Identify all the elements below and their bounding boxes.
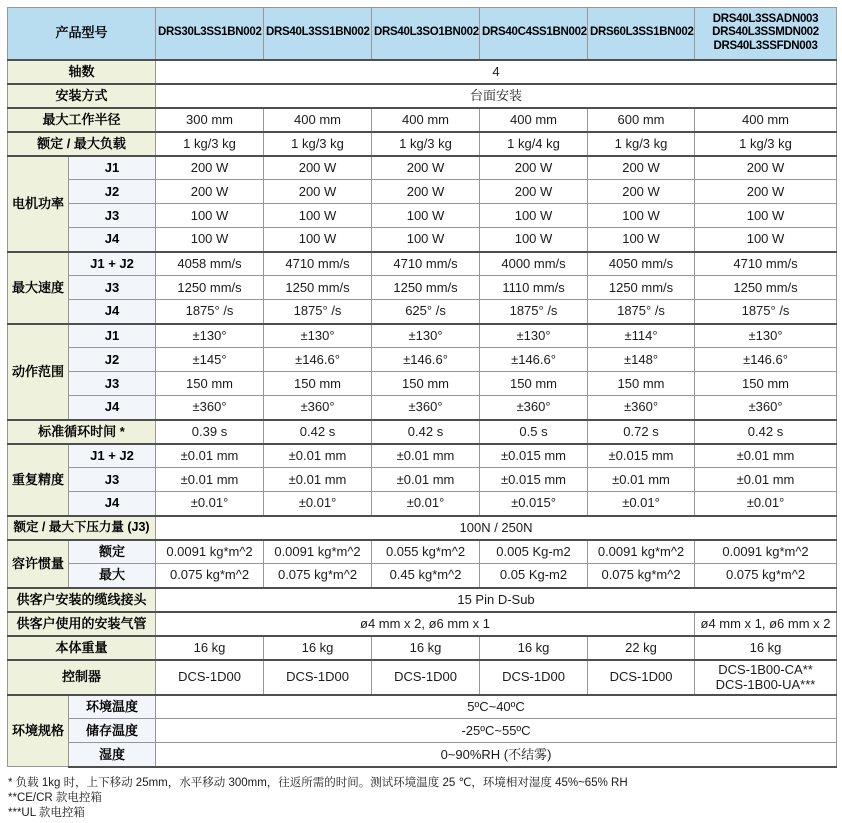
row-inertia-max bbox=[8, 564, 837, 588]
row-max-speed-j3 bbox=[8, 276, 837, 300]
value-cell: 150 mm bbox=[695, 372, 837, 396]
value-cell: 1 kg/3 kg bbox=[588, 132, 695, 156]
value-cell: 0.075 kg*m^2 bbox=[264, 564, 372, 588]
value-cell: 1250 mm/s bbox=[695, 276, 837, 300]
value-cell: ±146.6° bbox=[695, 348, 837, 372]
model-header-cell: DRS40C4SS1BN002 bbox=[480, 8, 588, 60]
controller-line: DCS-1B00-CA** bbox=[718, 661, 813, 677]
value-cell: ±360° bbox=[480, 396, 588, 420]
value-cell: ±0.015° bbox=[480, 492, 588, 516]
row-repeatability-j4 bbox=[8, 492, 837, 516]
value-cell: 1875° /s bbox=[264, 300, 372, 324]
value-cell: 0.45 kg*m^2 bbox=[372, 564, 480, 588]
value-cell: 100 W bbox=[588, 204, 695, 228]
row-label-press-force: 额定 / 最大下压力量 (J3) bbox=[8, 516, 156, 540]
controller-line: DCS-1B00-UA*** bbox=[715, 677, 816, 693]
row-motor-power-j2 bbox=[8, 180, 837, 204]
row-axes bbox=[8, 60, 837, 84]
value-cell: ±114° bbox=[588, 324, 695, 348]
value-cell: ±0.01 mm bbox=[372, 468, 480, 492]
joint-label: J4 bbox=[69, 228, 156, 252]
row-label-radius: 最大工作半径 bbox=[8, 108, 156, 132]
joint-label: J3 bbox=[69, 372, 156, 396]
group-label-environment: 环境规格 bbox=[8, 695, 69, 767]
value-cell: 4058 mm/s bbox=[156, 252, 264, 276]
value-cell: 100 W bbox=[264, 228, 372, 252]
value-cell: 100 W bbox=[480, 228, 588, 252]
model-name-line: DRS40L3SSFDN003 bbox=[713, 40, 818, 53]
row-max-speed-j4 bbox=[8, 300, 837, 324]
value-cell: 100 W bbox=[156, 228, 264, 252]
value-cell: 625° /s bbox=[372, 300, 480, 324]
row-label-mounting: 安装方式 bbox=[8, 84, 156, 108]
value-cell: 200 W bbox=[480, 156, 588, 180]
joint-label: J2 bbox=[69, 348, 156, 372]
value-cell: 0.5 s bbox=[480, 420, 588, 444]
value-cell: 0.005 Kg-m2 bbox=[480, 540, 588, 564]
row-inertia-rated bbox=[8, 540, 837, 564]
value-cell: 150 mm bbox=[156, 372, 264, 396]
value-cell: ±130° bbox=[264, 324, 372, 348]
controller-multi-cell bbox=[695, 660, 837, 695]
model-header-cell: DRS30L3SS1BN002 bbox=[156, 8, 264, 60]
value-cell: 200 W bbox=[588, 180, 695, 204]
value-cell: 0.0091 kg*m^2 bbox=[695, 540, 837, 564]
row-label-axes: 轴数 bbox=[8, 60, 156, 84]
value-cell: 100 W bbox=[480, 204, 588, 228]
value-cell: ±360° bbox=[695, 396, 837, 420]
value-cell: 16 kg bbox=[156, 636, 264, 660]
row-air-tubes bbox=[8, 612, 837, 636]
row-payload bbox=[8, 132, 837, 156]
model-header-cell: DRS40L3SO1BN002 bbox=[372, 8, 480, 60]
value-cell: ±360° bbox=[156, 396, 264, 420]
value-cell: 150 mm bbox=[372, 372, 480, 396]
value-cell: ±148° bbox=[588, 348, 695, 372]
model-header-cell-multi bbox=[695, 8, 837, 60]
value-cell: 200 W bbox=[156, 180, 264, 204]
row-label-controller: 控制器 bbox=[8, 660, 156, 695]
value-cell: ±0.01 mm bbox=[264, 444, 372, 468]
value-cell: 1875° /s bbox=[588, 300, 695, 324]
value-cell: 16 kg bbox=[480, 636, 588, 660]
value-cell: ±0.01 mm bbox=[588, 468, 695, 492]
row-label-cable-connector: 供客户安装的缆线接头 bbox=[8, 588, 156, 612]
value-cell: ±146.6° bbox=[480, 348, 588, 372]
value-cell: ±130° bbox=[156, 324, 264, 348]
value-cell: ±130° bbox=[695, 324, 837, 348]
inertia-sub-label: 额定 bbox=[69, 540, 156, 564]
value-cell: ±0.01° bbox=[372, 492, 480, 516]
row-controller bbox=[8, 660, 837, 695]
value-cell: 1250 mm/s bbox=[264, 276, 372, 300]
joint-label: J1 + J2 bbox=[69, 444, 156, 468]
value-cell: 200 W bbox=[156, 156, 264, 180]
value-cell: 200 W bbox=[372, 180, 480, 204]
value-cell: 0.42 s bbox=[264, 420, 372, 444]
value-cell: DCS-1D00 bbox=[372, 660, 480, 695]
value-cell: 400 mm bbox=[264, 108, 372, 132]
group-label-inertia: 容许惯量 bbox=[8, 540, 69, 588]
row-motor-power-j3 bbox=[8, 204, 837, 228]
value-cell: 0.055 kg*m^2 bbox=[372, 540, 480, 564]
value-cell: 0.075 kg*m^2 bbox=[695, 564, 837, 588]
joint-label: J4 bbox=[69, 492, 156, 516]
value-cell: 200 W bbox=[695, 180, 837, 204]
value-cell: -25ºC~55ºC bbox=[156, 719, 837, 743]
joint-label: J1 bbox=[69, 156, 156, 180]
value-cell: 100 W bbox=[372, 204, 480, 228]
value-cell: 200 W bbox=[372, 156, 480, 180]
value-cell: ±0.015 mm bbox=[480, 444, 588, 468]
value-cell: 400 mm bbox=[372, 108, 480, 132]
row-env-humidity bbox=[8, 743, 837, 767]
value-cell: 1 kg/3 kg bbox=[372, 132, 480, 156]
value-cell: 4710 mm/s bbox=[372, 252, 480, 276]
value-cell: 台面安装 bbox=[156, 84, 837, 108]
value-cell: 4050 mm/s bbox=[588, 252, 695, 276]
value-cell: ±0.01 mm bbox=[372, 444, 480, 468]
model-header-cell: DRS60L3SS1BN002 bbox=[588, 8, 695, 60]
value-cell: ±145° bbox=[156, 348, 264, 372]
row-cycle-time bbox=[8, 420, 837, 444]
value-cell: 1875° /s bbox=[695, 300, 837, 324]
footnote-line: ***UL 款电控箱 bbox=[8, 807, 85, 820]
value-cell: ±360° bbox=[588, 396, 695, 420]
row-press-force bbox=[8, 516, 837, 540]
joint-label: J4 bbox=[69, 396, 156, 420]
value-cell: 200 W bbox=[588, 156, 695, 180]
value-cell: 1 kg/4 kg bbox=[480, 132, 588, 156]
row-motion-range-j1 bbox=[8, 324, 837, 348]
row-repeatability-j1j2 bbox=[8, 444, 837, 468]
value-cell: 1250 mm/s bbox=[588, 276, 695, 300]
joint-label: J4 bbox=[69, 300, 156, 324]
value-cell: ±130° bbox=[372, 324, 480, 348]
value-cell: ø4 mm x 1, ø6 mm x 2 bbox=[695, 612, 837, 636]
value-cell: DCS-1D00 bbox=[156, 660, 264, 695]
value-cell: 1 kg/3 kg bbox=[264, 132, 372, 156]
value-cell: 1875° /s bbox=[156, 300, 264, 324]
value-cell: 4000 mm/s bbox=[480, 252, 588, 276]
value-cell: 1 kg/3 kg bbox=[156, 132, 264, 156]
value-cell: 400 mm bbox=[480, 108, 588, 132]
value-cell: ±0.01° bbox=[588, 492, 695, 516]
value-cell: 400 mm bbox=[695, 108, 837, 132]
value-cell: 16 kg bbox=[695, 636, 837, 660]
joint-label: J1 + J2 bbox=[69, 252, 156, 276]
model-name-line: DRS40L3SSADN003 bbox=[712, 12, 819, 25]
value-cell: ±0.01 mm bbox=[264, 468, 372, 492]
value-cell: 150 mm bbox=[264, 372, 372, 396]
row-label-payload: 额定 / 最大负载 bbox=[8, 132, 156, 156]
value-cell: 100 W bbox=[695, 228, 837, 252]
row-motion-range-j4 bbox=[8, 396, 837, 420]
value-cell: 0.075 kg*m^2 bbox=[156, 564, 264, 588]
group-label-motion-range: 动作范围 bbox=[8, 324, 69, 420]
value-cell: 100N / 250N bbox=[156, 516, 837, 540]
value-cell: 0~90%RH (不结雾) bbox=[156, 743, 837, 767]
row-label-body-weight: 本体重量 bbox=[8, 636, 156, 660]
row-motor-power-j4 bbox=[8, 228, 837, 252]
value-cell: 0.05 Kg-m2 bbox=[480, 564, 588, 588]
value-cell: 0.075 kg*m^2 bbox=[588, 564, 695, 588]
value-cell: 200 W bbox=[695, 156, 837, 180]
value-cell: ±0.015 mm bbox=[588, 444, 695, 468]
value-cell: 1250 mm/s bbox=[372, 276, 480, 300]
value-cell: ±0.01 mm bbox=[695, 444, 837, 468]
row-env-storage-temp bbox=[8, 719, 837, 743]
row-repeatability-j3 bbox=[8, 468, 837, 492]
row-radius bbox=[8, 108, 837, 132]
value-cell: 100 W bbox=[264, 204, 372, 228]
value-cell: 100 W bbox=[695, 204, 837, 228]
model-name-line: DRS40L3SSMDN002 bbox=[712, 26, 819, 39]
footnote-line: **CE/CR 款电控箱 bbox=[8, 791, 102, 804]
value-cell: 1110 mm/s bbox=[480, 276, 588, 300]
value-cell: ±0.01° bbox=[695, 492, 837, 516]
value-cell: ±0.01 mm bbox=[156, 444, 264, 468]
product-model-label: 产品型号 bbox=[8, 8, 156, 60]
value-cell: 100 W bbox=[372, 228, 480, 252]
row-label-cycle-time: 标准循环时间 * bbox=[8, 420, 156, 444]
env-sub-label: 储存温度 bbox=[69, 719, 156, 743]
value-cell: DCS-1D00 bbox=[480, 660, 588, 695]
joint-label: J2 bbox=[69, 180, 156, 204]
row-motor-power-j1 bbox=[8, 156, 837, 180]
value-cell: 0.42 s bbox=[695, 420, 837, 444]
spec-table bbox=[7, 7, 837, 768]
value-cell: ±0.015 mm bbox=[480, 468, 588, 492]
row-mounting bbox=[8, 84, 837, 108]
value-cell: 1250 mm/s bbox=[156, 276, 264, 300]
row-product-models bbox=[8, 8, 837, 60]
value-cell: ±130° bbox=[480, 324, 588, 348]
value-cell: 0.42 s bbox=[372, 420, 480, 444]
value-cell: 22 kg bbox=[588, 636, 695, 660]
value-cell: 150 mm bbox=[588, 372, 695, 396]
value-cell: ±0.01° bbox=[156, 492, 264, 516]
value-cell: ±360° bbox=[264, 396, 372, 420]
value-cell: 4 bbox=[156, 60, 837, 84]
value-cell: ±146.6° bbox=[264, 348, 372, 372]
value-cell: ±0.01 mm bbox=[695, 468, 837, 492]
value-cell: DCS-1D00 bbox=[264, 660, 372, 695]
value-cell: 4710 mm/s bbox=[264, 252, 372, 276]
row-motion-range-j2 bbox=[8, 348, 837, 372]
value-cell: ±146.6° bbox=[372, 348, 480, 372]
value-cell: 200 W bbox=[264, 180, 372, 204]
value-cell: ±0.01 mm bbox=[156, 468, 264, 492]
row-label-air-tubes: 供客户使用的安装气管 bbox=[8, 612, 156, 636]
value-cell: ±0.01° bbox=[264, 492, 372, 516]
joint-label: J3 bbox=[69, 468, 156, 492]
joint-label: J3 bbox=[69, 204, 156, 228]
group-label-motor-power: 电机功率 bbox=[8, 156, 69, 252]
row-body-weight bbox=[8, 636, 837, 660]
group-label-repeatability: 重复精度 bbox=[8, 444, 69, 516]
env-sub-label: 湿度 bbox=[69, 743, 156, 767]
value-cell: 0.0091 kg*m^2 bbox=[156, 540, 264, 564]
value-cell: 15 Pin D-Sub bbox=[156, 588, 837, 612]
footnote-line: * 负载 1kg 时，上下移动 25mm，水平移动 300mm，往返所需的时间。测试环境温度 25 ℃，环境相对湿度 45%~65% RH bbox=[8, 776, 628, 789]
inertia-sub-label: 最大 bbox=[69, 564, 156, 588]
value-cell: 1875° /s bbox=[480, 300, 588, 324]
joint-label: J1 bbox=[69, 324, 156, 348]
model-header-cell: DRS40L3SS1BN002 bbox=[264, 8, 372, 60]
footnotes bbox=[8, 776, 836, 822]
value-cell: 100 W bbox=[588, 228, 695, 252]
value-cell: 200 W bbox=[480, 180, 588, 204]
value-cell: 150 mm bbox=[480, 372, 588, 396]
value-cell: 4710 mm/s bbox=[695, 252, 837, 276]
group-label-max-speed: 最大速度 bbox=[8, 252, 69, 324]
value-cell: 16 kg bbox=[264, 636, 372, 660]
joint-label: J3 bbox=[69, 276, 156, 300]
value-cell: DCS-1D00 bbox=[588, 660, 695, 695]
env-sub-label: 环境温度 bbox=[69, 695, 156, 719]
row-cable-connector bbox=[8, 588, 837, 612]
value-cell: 300 mm bbox=[156, 108, 264, 132]
value-cell: 100 W bbox=[156, 204, 264, 228]
row-motion-range-j3 bbox=[8, 372, 837, 396]
value-cell: 200 W bbox=[264, 156, 372, 180]
value-cell: 0.0091 kg*m^2 bbox=[588, 540, 695, 564]
value-cell: 5ºC~40ºC bbox=[156, 695, 837, 719]
value-cell: 16 kg bbox=[372, 636, 480, 660]
value-cell: ø4 mm x 2, ø6 mm x 1 bbox=[156, 612, 695, 636]
value-cell: 0.0091 kg*m^2 bbox=[264, 540, 372, 564]
row-max-speed-j1j2 bbox=[8, 252, 837, 276]
value-cell: 0.39 s bbox=[156, 420, 264, 444]
value-cell: 600 mm bbox=[588, 108, 695, 132]
value-cell: 0.72 s bbox=[588, 420, 695, 444]
value-cell: 1 kg/3 kg bbox=[695, 132, 837, 156]
value-cell: ±360° bbox=[372, 396, 480, 420]
row-env-ambient-temp bbox=[8, 695, 837, 719]
